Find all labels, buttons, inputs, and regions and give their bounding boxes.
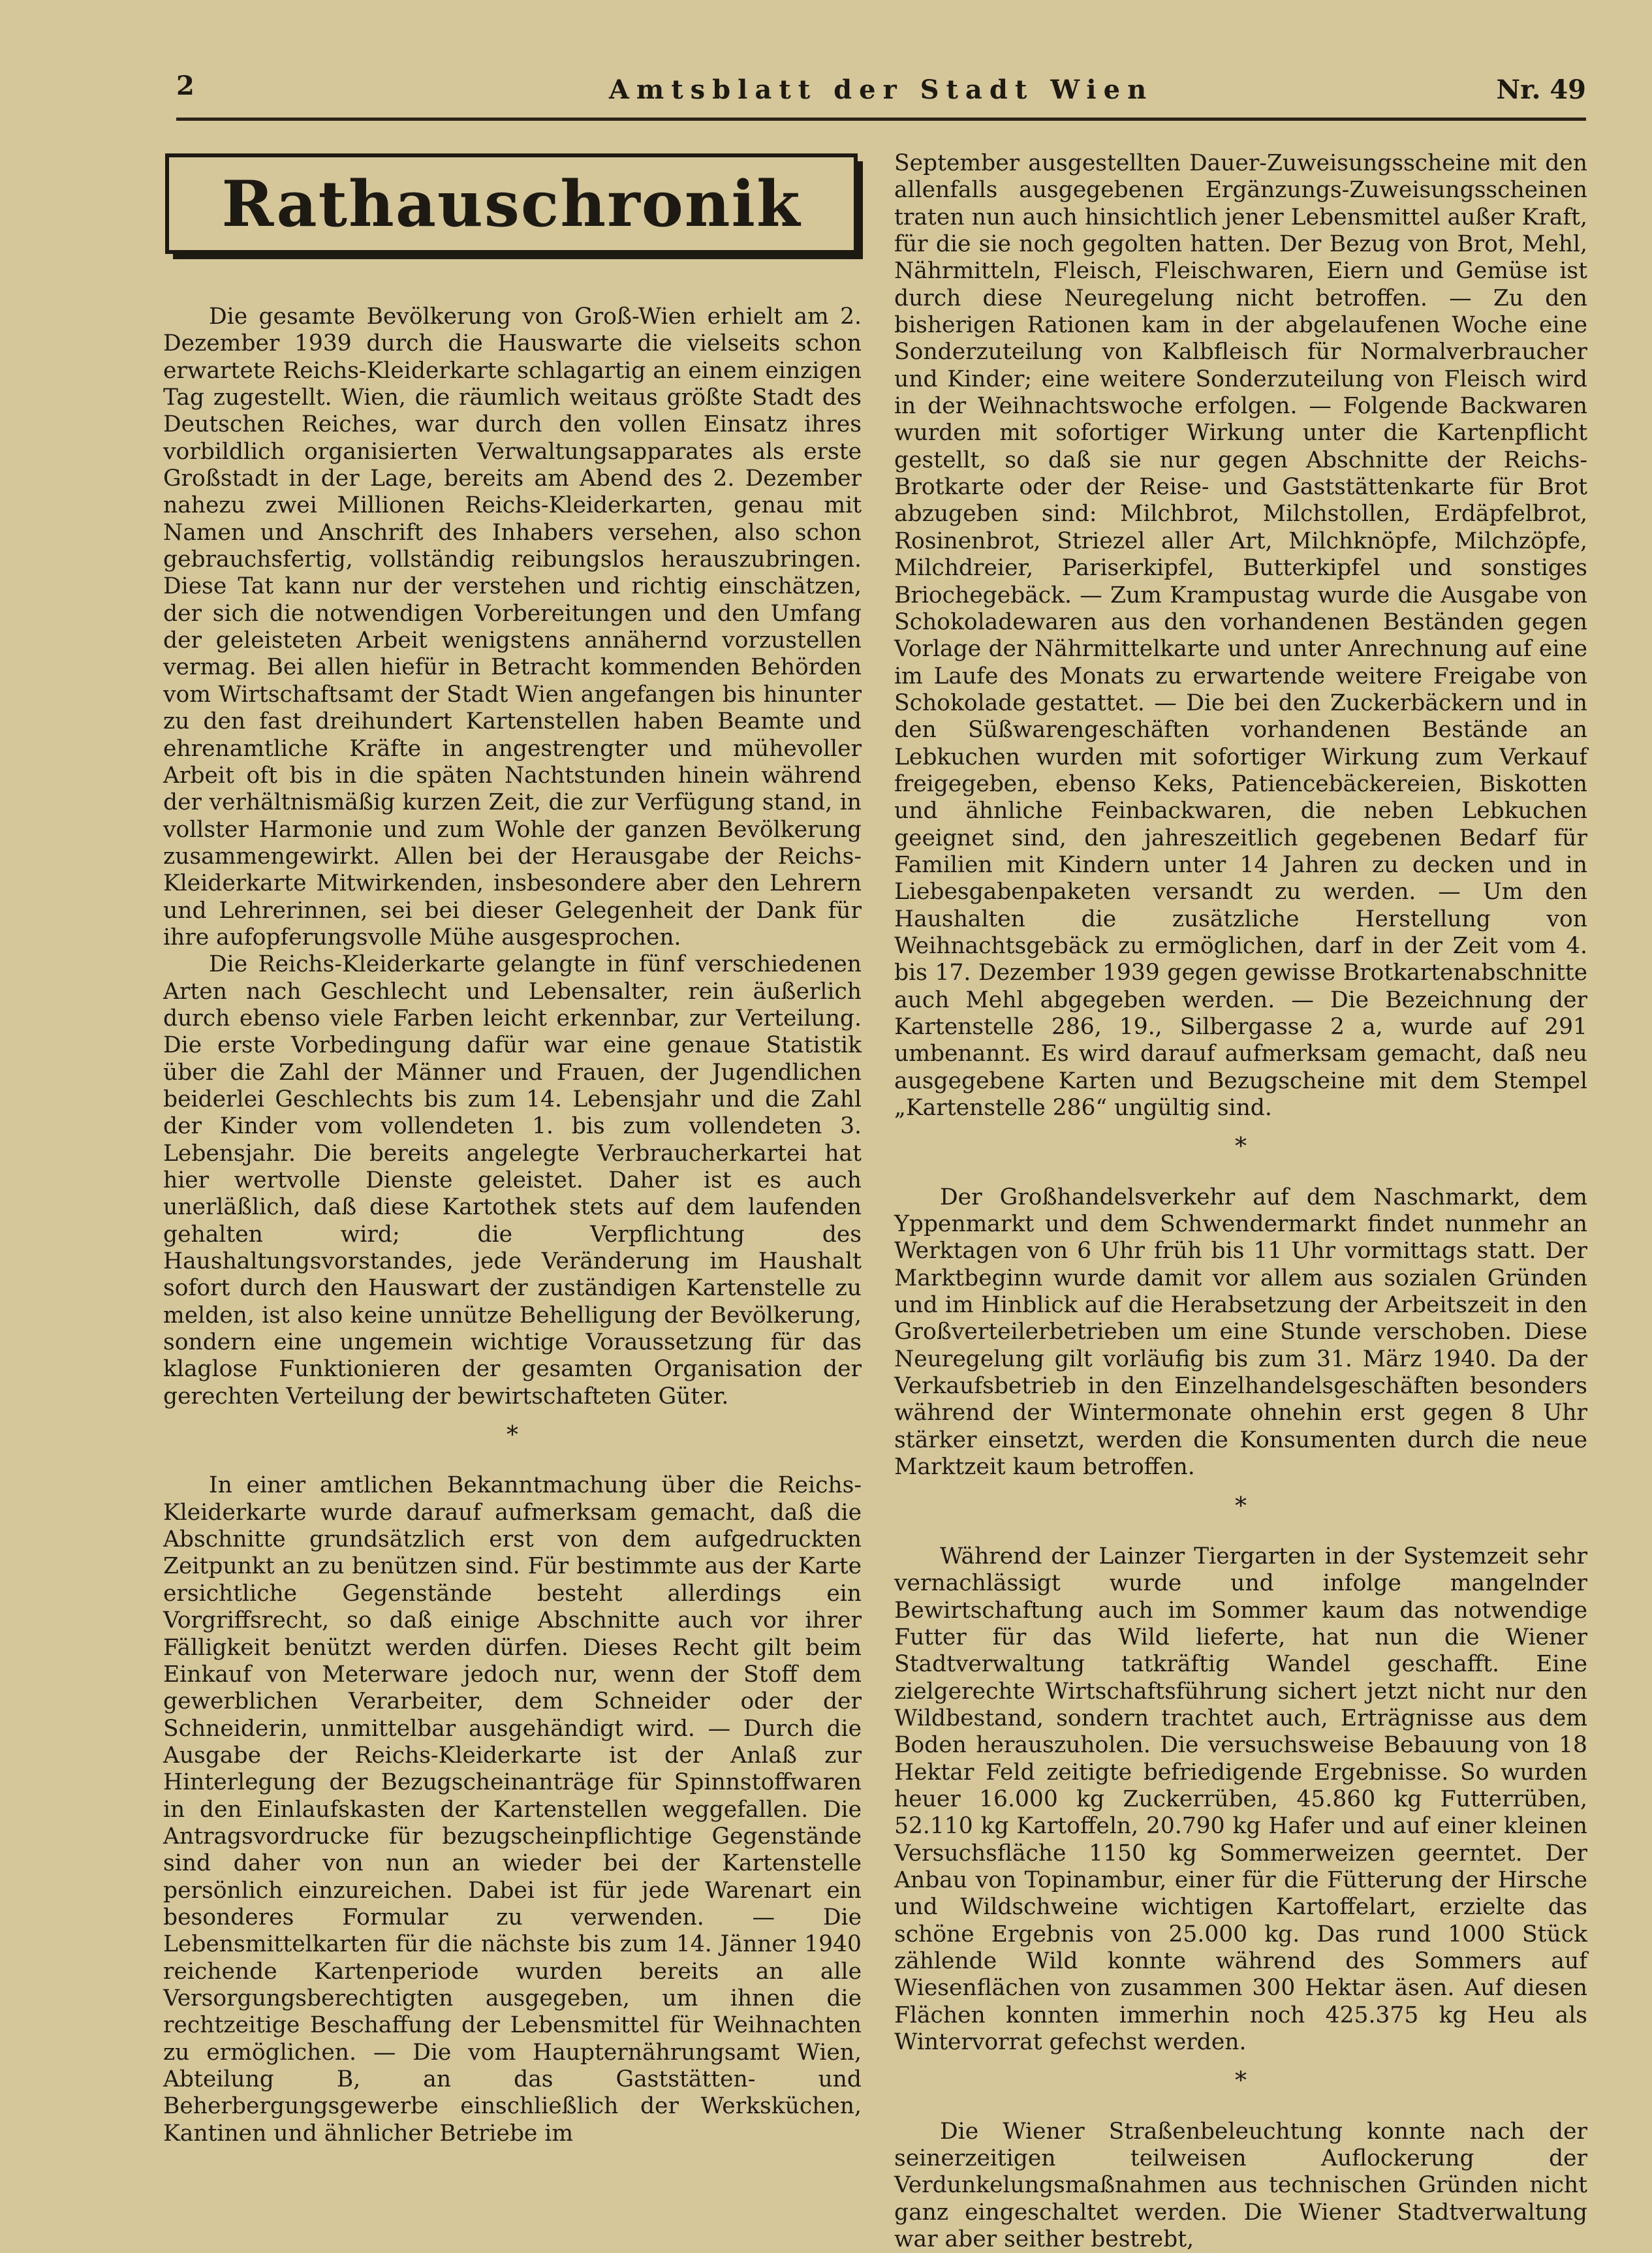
right-column (894, 150, 1587, 2253)
section-separator: * (507, 1422, 518, 1449)
left-column (163, 304, 862, 2147)
article-paragraph: September ausgestellten Dauer-Zuweisungsscheine mit den allenfalls ausgegebenen Ergänzungs-Zuweisungsscheinen traten nun auch hinsichtlich jener Lebensmittel außer Kraft, für die sie noch gegolten hatten. Der Bezug von Brot, Mehl, Nährmitteln, Fleisch, Fleischwaren, Eiern und Gemüse ist durch diese Neuregelung nicht betroffen. — Zu den bisherigen Rationen kam in der abgelaufenen Woche eine Sonderzuteilung von Kalbfleisch für Normalverbraucher und Kinder; eine weitere Sonderzuteilung von Fleisch wird in der Weihnachtswoche erfolgen. — Folgende Backwaren wurden mit sofortiger Wirkung unter die Kartenpflicht gestellt, so daß sie nur gegen Abschnitte der Reichs-Brotkarte oder der Reise- und Gaststättenkarte für Brot abzugeben sind: Milchbrot, Milchstollen, Erdäpfelbrot, Rosinenbrot, Striezel aller Art, Milchknöpfe, Milchzöpfe, Milchdreier, Pariserkipfel, Butterkipfel und sonstiges Briochegebäck. — Zum Krampustag wurde die Ausgabe von Schokoladewaren aus den vorhandenen Beständen gegen Vorlage der Nährmittelkarte und unter Anrechnung auf eine im Laufe des Monats zu erwartende weitere Freigabe von Schokolade gestattet. — Die bei den Zuckerbäckern und in den Süßwarengeschäften vorhandenen Bestände an Lebkuchen wurden mit sofortiger Wirkung zum Verkauf freigegeben, ebenso Keks, Patiencebäckereien, Biskotten und ähnliche Feinbackwaren, die neben Lebkuchen geeignet sind, den jahreszeitlich gegebenen Bedarf für Familien mit Kindern unter 14 Jahren zu decken und in Liebesgabenpaketen versandt zu werden. — Um den Haushalten die zusätzliche Herstellung von Weihnachtsgebäck zu ermöglichen, darf in der Zeit vom 4. bis 17. Dezember 1939 gegen gewisse Brotkartenabschnitte auch Mehl abgegeben werden. — Die Bezeichnung der Kartenstelle 286, 19., Silbergasse 2 a, wurde auf 291 umbenannt. Es wird darauf aufmerksam gemacht, daß neu ausgegebene Karten und Bezugscheine mit dem Stempel „Kartenstelle 286“ ungültig sind. (894, 150, 1587, 1122)
title-box (165, 153, 858, 254)
article-paragraph: Die Reichs-Kleiderkarte gelangte in fünf verschiedenen Arten nach Geschlecht und Lebensalter, rein äußerlich durch ebenso viele Farben leicht erkennbar, zur Verteilung. Die erste Vorbedingung dafür war eine genaue Statistik über die Zahl der Männer und Frauen, der Jugendlichen beiderlei Geschlechts bis zum 14. Lebensjahr und die Zahl der Kinder vom vollendeten 1. bis zum vollendeten 3. Lebensjahr. Die bereits angelegte Verbraucherkartei hat hier wertvolle Dienste geleistet. Daher ist es auch unerläßlich, daß diese Kartothek stets auf dem laufenden gehalten wird; die Verpflichtung des Haushaltungsvorstandes, jede Veränderung im Haushalt sofort durch den Hauswart der zuständigen Kartenstelle zu melden, ist also keine unnütze Behelligung der Bevölkerung, sondern eine ungemein wichtige Voraussetzung für das klaglose Funktionieren der gesamten Organisation der gerechten Verteilung der bewirtschafteten Güter. (163, 951, 862, 1410)
page-number: 2 (176, 71, 195, 101)
section-separator: * (1235, 2068, 1247, 2095)
article-paragraph: Der Großhandelsverkehr auf dem Naschmarkt, dem Yppenmarkt und dem Schwendermarkt findet nunmehr an Werktagen von 6 Uhr früh bis 11 Uhr vormittags statt. Der Marktbeginn wurde damit vor allem aus sozialen Gründen und im Hinblick auf die Herabsetzung der Arbeitszeit in den Großverteilerbetrieben um eine Stunde verschoben. Diese Neuregelung gilt vorläufig bis zum 31. März 1940. Da der Verkaufsbetrieb in den Einzelhandelsgeschäften besonders während der Wintermonate ohnehin erst gegen 8 Uhr stärker einsetzt, werden die Konsumenten durch die neue Marktzeit kaum betroffen. (894, 1184, 1587, 1481)
section-separator: * (1235, 1492, 1247, 1520)
masthead: Amtsblatt der Stadt Wien (608, 74, 1154, 105)
article-paragraph: In einer amtlichen Bekanntmachung über die Reichs-Kleiderkarte wurde darauf aufmerksam gemacht, daß die Abschnitte grundsätzlich erst von dem aufgedruckten Zeitpunkt an zu benützen sind. Für bestimmte aus der Karte ersichtliche Gegenstände besteht allerdings ein Vorgriffsrecht, so daß einige Abschnitte auch vor ihrer Fälligkeit benützt werden dürfen. Dieses Recht gilt beim Einkauf von Meterware jedoch nur, wenn der Stoff dem gewerblichen Verarbeiter, dem Schneider oder der Schneiderin, unmittelbar ausgehändigt wird. — Durch die Ausgabe der Reichs-Kleiderkarte ist der Anlaß zur Hinterlegung der Bezugscheinanträge für Spinnstoffwaren in den Einlaufskasten der Kartenstellen weggefallen. Die Antragsvordrucke für bezugscheinpflichtige Gegenstände sind daher von nun an wieder bei der Kartenstelle persönlich einzureichen. Dabei ist für jede Warenart ein besonderes Formular zu verwenden. — Die Lebensmittelkarten für die nächste bis zum 14. Jänner 1940 reichende Kartenperiode wurden bereits an alle Versorgungsberechtigten ausgegeben, um ihnen die rechtzeitige Beschaffung der Lebensmittel für Weihnachten zu ermöglichen. — Die vom Haupternährungsamt Wien, Abteilung B, an das Gaststätten- und Beherbergungsgewerbe einschließlich der Werksküchen, Kantinen und ähnlicher Betriebe im (163, 1472, 862, 2147)
issue-number: Nr. 49 (1496, 74, 1586, 105)
article-paragraph: Die Wiener Straßenbeleuchtung konnte nach der seinerzeitigen teilweisen Auflockerung der Verdunkelungsmaßnahmen aus technischen Gründen nicht ganz eingeschaltet werden. Die Wiener Stadtverwaltung war aber seither bestrebt, (894, 2118, 1587, 2253)
section-title: Rathauschronik (221, 166, 802, 241)
article-paragraph: Während der Lainzer Tiergarten in der Systemzeit sehr vernachlässigt wurde und infolge mangelnder Bewirtschaftung auch im Sommer kaum das notwendige Futter für das Wild lieferte, hat nun die Wiener Stadtverwaltung tatkräftig Wandel geschafft. Eine zielgerechte Wirtschaftsführung sichert jetzt nicht nur den Wildbestand, sondern trachtet auch, Erträgnisse aus dem Boden herauszuholen. Die versuchsweise Bebauung von 18 Hektar Feld zeitigte befriedigende Ergebnisse. So wurden heuer 16.000 kg Zuckerrüben, 45.860 kg Futterrüben, 52.110 kg Kartoffeln, 20.790 kg Hafer und auf einer kleinen Versuchsfläche 1150 kg Sommerweizen geerntet. Der Anbau von Topinambur, einer für die Fütterung der Hirsche und Wildschweine wichtigen Kartoffelart, erzielte das schöne Ergebnis von 25.000 kg. Das rund 1000 Stück zählende Wild konnte während des Sommers auf Wiesenflächen von zusammen 300 Hektar äsen. Auf diesen Flächen konnten immerhin noch 425.375 kg Heu als Wintervorrat gefechst werden. (894, 1543, 1587, 2056)
section-separator: * (1235, 1133, 1247, 1161)
article-paragraph: Die gesamte Bevölkerung von Groß-Wien erhielt am 2. Dezember 1939 durch die Hauswarte die vielseits schon erwartete Reichs-Kleiderkarte schlagartig an einem einzigen Tag zugestellt. Wien, die räumlich weitaus größte Stadt des Deutschen Reiches, war durch den vollen Einsatz ihres vorbildlich organisierten Verwaltungsapparates als erste Großstadt in der Lage, bereits am Abend des 2. Dezember nahezu zwei Millionen Reichs-Kleiderkarten, genau mit Namen und Anschrift des Inhabers versehen, also schon gebrauchsfertig, vollständig reibungslos herauszubringen. Diese Tat kann nur der verstehen und richtig einschätzen, der sich die notwendigen Vorbereitungen und den Umfang der geleisteten Arbeit wenigstens annähernd vorzustellen vermag. Bei allen hiefür in Betracht kommenden Behörden vom Wirtschaftsamt der Stadt Wien angefangen bis hinunter zu den fast dreihundert Kartenstellen haben Beamte und ehrenamtliche Kräfte in angestrengter und mühevoller Arbeit oft bis in die späten Nachtstunden hinein während der verhältnismäßig kurzen Zeit, die zur Verfügung stand, in vollster Harmonie und zum Wohle der ganzen Bevölkerung zusammengewirkt. Allen bei der Herausgabe der Reichs-Kleiderkarte Mitwirkenden, insbesondere aber den Lehrern und Lehrerinnen, sei bei dieser Gelegenheit der Dank für ihre aufopferungsvolle Mühe ausgesprochen. (163, 304, 862, 951)
page-header (176, 71, 1586, 121)
